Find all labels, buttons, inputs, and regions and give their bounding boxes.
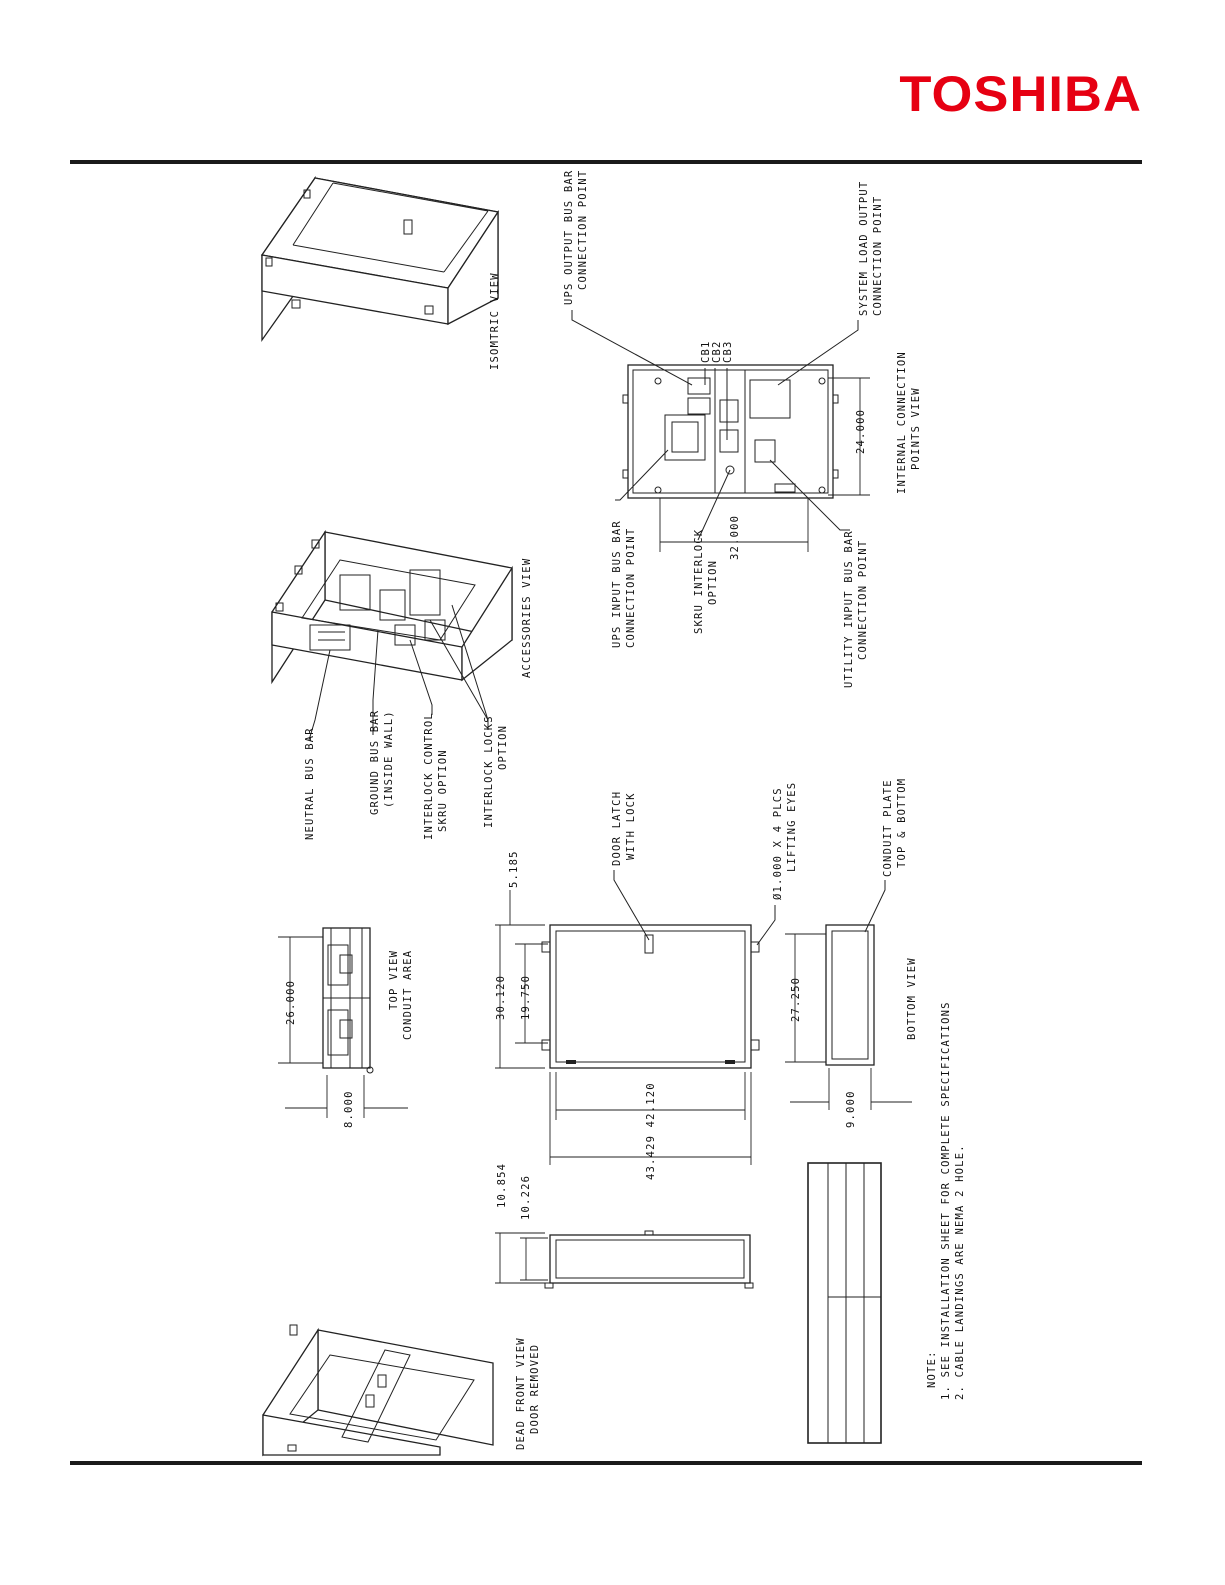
ups-output-label-2: CONNECTION POINT xyxy=(577,169,589,290)
dead-front-view xyxy=(263,1325,493,1455)
interlock-locks-label-1: INTERLOCK LOCKS xyxy=(483,715,495,828)
dim-8: 8.000 xyxy=(343,1090,355,1128)
conduit-plate-label-2: TOP & BOTTOM xyxy=(896,777,908,868)
front-view xyxy=(495,870,775,1165)
side-view xyxy=(495,1231,753,1288)
dead-front-label-1: DEAD FRONT VIEW xyxy=(515,1337,527,1450)
isometric-view-label: ISOMTRIC VIEW xyxy=(489,272,501,370)
neutral-bus-label: NEUTRAL BUS BAR xyxy=(304,727,316,840)
skru-interlock-label-1: SKRU INTERLOCK xyxy=(693,528,705,634)
ground-bus-label-2: (INSIDE WALL) xyxy=(383,710,395,808)
note-2: 2. CABLE LANDINGS ARE NEMA 2 HOLE. xyxy=(954,1144,966,1400)
accessories-view-label: ACCESSORIES VIEW xyxy=(521,557,533,678)
ups-input-label-2: CONNECTION POINT xyxy=(625,527,637,648)
dim-10854: 10.854 xyxy=(496,1162,508,1208)
cb2-label: CB2 xyxy=(711,340,723,363)
bottom-view-label: BOTTOM VIEW xyxy=(906,957,918,1040)
bottom-view xyxy=(785,880,912,1110)
dim-5185: 5.185 xyxy=(508,850,520,888)
door-latch-label-2: WITH LOCK xyxy=(625,792,637,860)
lifting-eyes-label-2: LIFTING EYES xyxy=(786,781,798,872)
top-view-label-2: CONDUIT AREA xyxy=(402,949,414,1040)
cb1-label: CB1 xyxy=(700,340,712,363)
top-view-label-1: TOP VIEW xyxy=(388,949,400,1010)
ups-output-label-1: UPS OUTPUT BUS BAR xyxy=(563,169,575,305)
note-1: 1. SEE INSTALLATION SHEET FOR COMPLETE SPECIFICATIONS xyxy=(940,1001,952,1400)
system-load-label-2: CONNECTION POINT xyxy=(872,195,884,316)
title-block xyxy=(808,1163,881,1443)
door-latch-label-1: DOOR LATCH xyxy=(611,790,623,866)
interlock-control-label-1: INTERLOCK CONTROL xyxy=(423,712,435,840)
dead-front-label-2: DOOR REMOVED xyxy=(529,1343,541,1434)
dim-19750: 19.750 xyxy=(520,974,532,1020)
internal-view-label-2: POINTS VIEW xyxy=(910,387,922,470)
cb3-label: CB3 xyxy=(722,340,734,363)
interlock-control-label-2: SKRU OPTION xyxy=(437,749,449,832)
toshiba-logo: TOSHIBA xyxy=(899,66,1142,122)
system-load-label-1: SYSTEM LOAD OUTPUT xyxy=(858,180,870,316)
conduit-plate-label-1: CONDUIT PLATE xyxy=(882,779,894,877)
dim-9000: 9.000 xyxy=(845,1090,857,1128)
ups-input-label-1: UPS INPUT BUS BAR xyxy=(611,520,623,648)
dim-24: 24.000 xyxy=(855,408,867,454)
dim-30120: 30.120 xyxy=(495,974,507,1020)
dim-26: 26.000 xyxy=(285,979,297,1025)
lifting-eyes-label-1: Ø1.000 X 4 PLCS xyxy=(772,787,784,900)
accessories-view xyxy=(272,532,512,740)
internal-view-label-1: INTERNAL CONNECTION xyxy=(896,351,908,494)
utility-input-label-2: CONNECTION POINT xyxy=(857,539,869,660)
dim-32: 32.000 xyxy=(729,514,741,560)
skru-interlock-label-2: OPTION xyxy=(707,559,719,605)
utility-input-label-1: UTILITY INPUT BUS BAR xyxy=(843,530,855,688)
notes-title: NOTE: xyxy=(926,1350,938,1388)
isometric-view xyxy=(262,178,498,340)
dim-10226: 10.226 xyxy=(520,1174,532,1220)
dim-42120: 43.429 42.120 xyxy=(645,1082,657,1180)
ground-bus-label-1: GROUND BUS BAR xyxy=(369,709,381,815)
dim-27250: 27.250 xyxy=(790,976,802,1022)
interlock-locks-label-2: OPTION xyxy=(497,724,509,770)
